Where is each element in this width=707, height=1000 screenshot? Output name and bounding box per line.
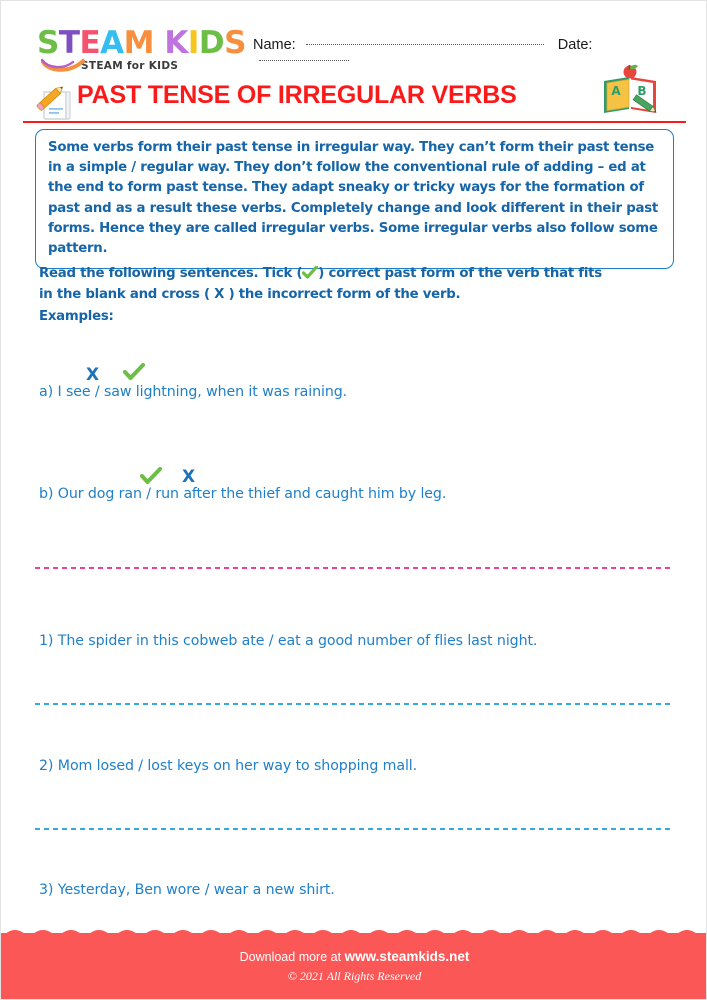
example-b-number: b) xyxy=(39,486,54,502)
footer-scallop-edge xyxy=(1,924,707,944)
notepad-pencil-icon xyxy=(31,82,79,122)
question-3-number: 3) xyxy=(39,882,54,898)
example-a-line xyxy=(39,384,347,400)
footer-download-label: Download more at xyxy=(239,950,342,964)
logo-wordmark xyxy=(37,25,246,61)
name-label: Name: xyxy=(253,37,296,53)
divider-cyan-1 xyxy=(35,703,674,705)
footer-download-line xyxy=(1,949,707,964)
name-input-line[interactable] xyxy=(306,43,544,45)
logo-letter-8: D xyxy=(198,25,225,61)
question-1-text: The spider in this cobweb ate / eat a good number of flies last night. xyxy=(57,633,538,649)
svg-text:B: B xyxy=(637,84,647,98)
logo-letter-0: S xyxy=(37,25,59,61)
logo-letter-3: A xyxy=(100,25,124,61)
example-a-cross-mark: X xyxy=(86,365,100,385)
logo-letter-7: I xyxy=(187,25,199,61)
example-b-tick-mark xyxy=(140,467,162,485)
logo-letter-9: S xyxy=(224,25,246,61)
question-2-text: Mom losed / lost keys on her way to shopping mall. xyxy=(57,758,418,774)
question-2 xyxy=(39,758,417,774)
examples-label: Examples: xyxy=(39,309,114,324)
example-b-line xyxy=(39,486,446,502)
directions-line-1 xyxy=(39,263,679,284)
divider-cyan-2 xyxy=(35,828,674,830)
steam-kids-logo xyxy=(37,25,246,77)
example-a-number: a) xyxy=(39,384,54,400)
example-a-text: I see / saw lightning, when it was raining. xyxy=(57,384,348,400)
question-2-number: 2) xyxy=(39,758,54,774)
example-b-text: Our dog ran / run after the thief and caught him by leg. xyxy=(57,486,447,502)
tick-icon-inline xyxy=(302,265,318,278)
question-1 xyxy=(39,633,537,649)
logo-tagline: STEAM for KIDS xyxy=(81,60,179,72)
divider-pink xyxy=(35,567,674,569)
logo-swoosh-icon xyxy=(41,58,85,74)
directions-line-1-before: Read the following sentences. Tick ( xyxy=(39,266,303,281)
date-input-line[interactable] xyxy=(259,59,349,61)
footer-site-link[interactable]: www.steamkids.net xyxy=(344,949,470,964)
question-1-number: 1) xyxy=(39,633,54,649)
intro-paragraph: Some verbs form their past tense in irregular way. They can’t form their past tense in a simple / regular way. They don’t follow the conventional rule of adding – ed at the end to form past tense. They adapt sneaky or tricky ways for the formation of past and as a result these verbs. Completely change and look different in their past forms. Hence they are called irregular verbs. Some irregular verbs also follow some pattern. xyxy=(48,140,658,257)
name-date-row xyxy=(253,37,683,63)
directions-line-2: in the blank and cross ( X ) the incorrect form of the verb. xyxy=(39,287,461,302)
intro-box xyxy=(35,129,674,269)
page-title: PAST TENSE OF IRREGULAR VERBS xyxy=(77,81,517,109)
logo-letter-2: E xyxy=(79,25,101,61)
logo-letter-1: T xyxy=(58,25,80,61)
page-footer xyxy=(1,933,707,999)
footer-copyright: © 2021 All Rights Reserved xyxy=(287,969,422,983)
logo-letter-4: M xyxy=(123,25,155,61)
abc-book-icon xyxy=(599,63,661,119)
logo-letter-5 xyxy=(154,27,164,59)
logo-letter-6: K xyxy=(164,25,188,61)
directions-block xyxy=(39,263,679,327)
question-3 xyxy=(39,882,335,898)
date-label: Date: xyxy=(557,37,593,53)
example-b-cross-mark: X xyxy=(182,467,196,487)
question-3-text: Yesterday, Ben wore / wear a new shirt. xyxy=(57,882,335,898)
svg-text:A: A xyxy=(611,84,621,98)
example-a-tick-mark xyxy=(123,363,145,381)
header-divider xyxy=(23,121,686,123)
directions-line-1-after: ) correct past form of the verb that fits xyxy=(318,266,602,281)
